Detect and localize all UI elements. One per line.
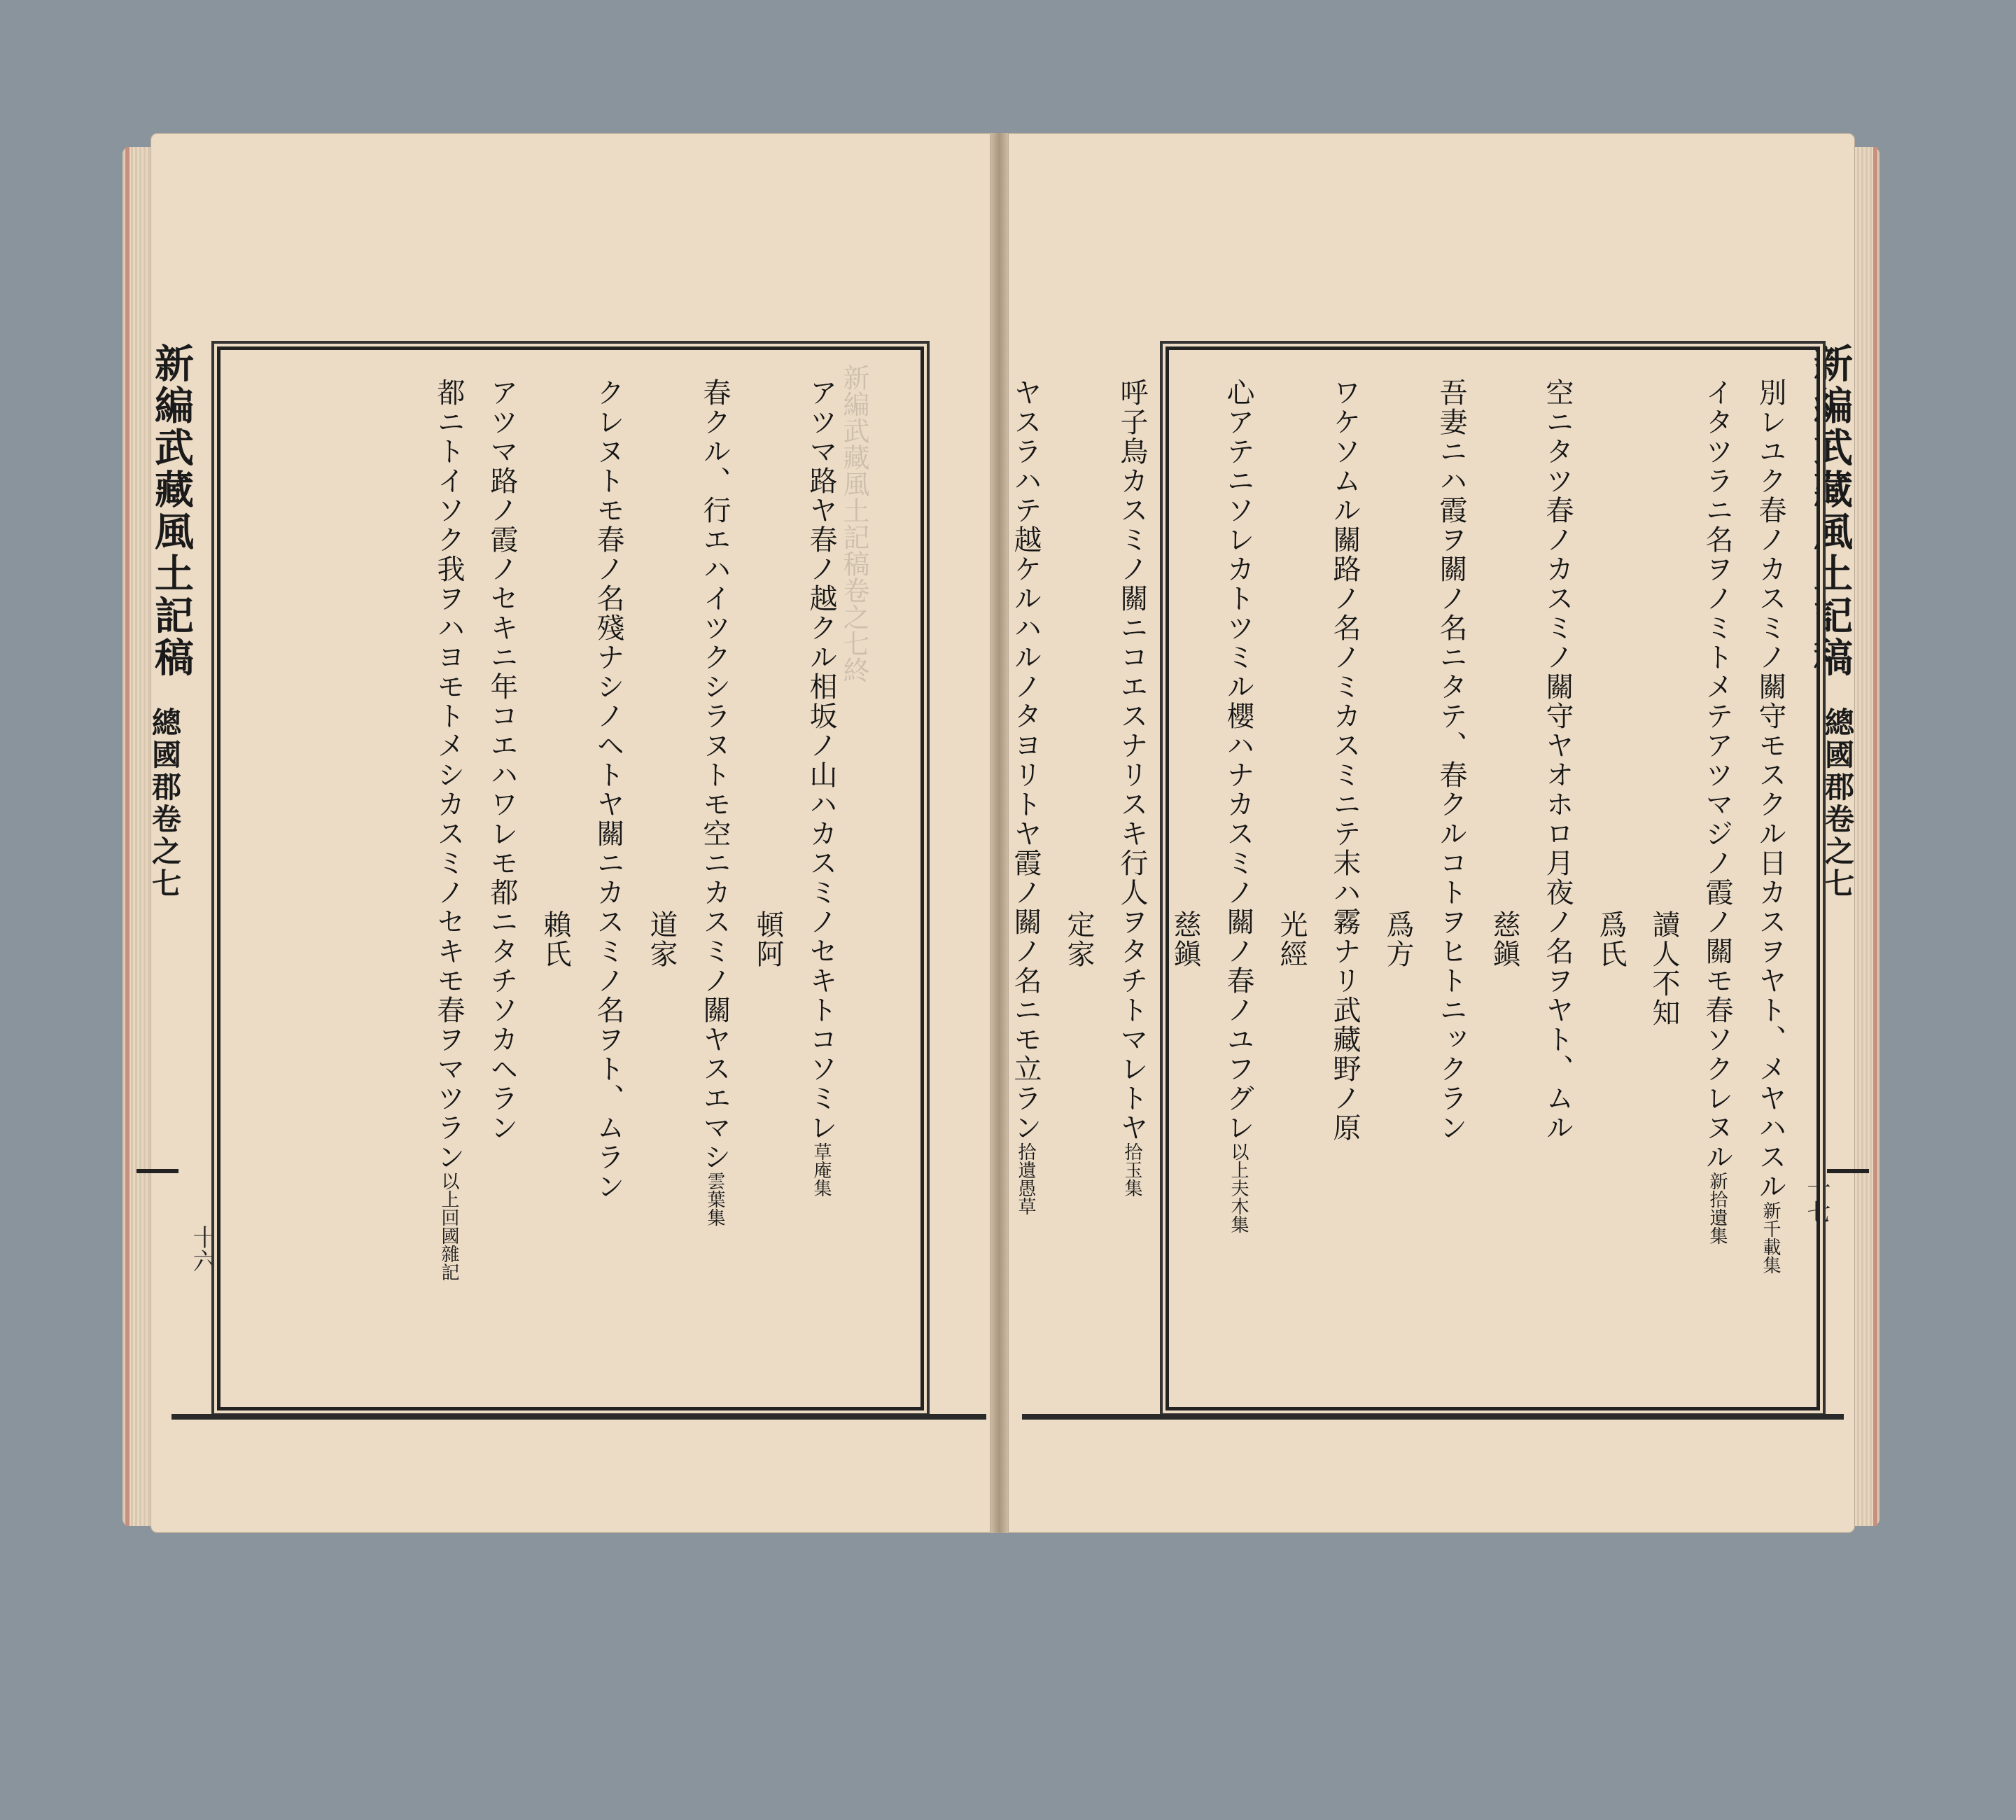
right-column-2: イタツラニ名ヲノミトメテアツマジノ霞ノ關モ春ソクレヌル新拾遺集 [1701, 378, 1733, 1245]
left-column-1: アツマ路ヤ春ノ越クル相坂ノ山ハカスミノセキトコソミレ草庵集 [805, 378, 837, 1197]
left-bottom-rule [172, 1414, 986, 1420]
left-column-7: アツマ路ノ霞ノセキニ年コエハワレモ都ニタチソカヘラン [486, 378, 518, 1142]
right-column-14: 定家 [1063, 910, 1095, 969]
left-column-8: 都ニトイソク我ヲハヨモトメシカスミノセキモ春ヲマツラン以上回國雜記 [433, 378, 465, 1281]
right-fold-mark [1827, 1169, 1869, 1173]
left-page-number: 十六 [188, 1225, 216, 1273]
right-text-frame [1009, 346, 1820, 1410]
left-column-gap [848, 378, 901, 1288]
right-column-13: 呼子鳥カスミノ關ニコエスナリスキ行人ヲタチトマレトヤ拾玉集 [1116, 378, 1148, 1197]
right-column-12: 慈鎭 [1169, 910, 1201, 969]
right-column-8: 爲方 [1382, 910, 1414, 969]
bleed-through-text: 新編武藏風土記稿卷之七終 [839, 364, 869, 683]
right-column-15: ヤスラハテ越ケルハルノタヨリトヤ霞ノ關ノ名ニモ立ラン拾遺愚草 [1009, 378, 1042, 1215]
right-text-columns [999, 378, 1797, 1820]
right-page [1008, 133, 1855, 1533]
left-column-2: 頓阿 [752, 910, 784, 969]
open-book [122, 126, 1879, 1561]
right-column-5: 空ニタツ春ノカスミノ關守ヤオホロ月夜ノ名ヲヤト、ムル [1541, 378, 1574, 1142]
right-column-1: 別レユク春ノカスミノ關守モスクル日カスヲヤト、メヤハスル新千載集 [1754, 378, 1786, 1274]
left-column-6: 賴氏 [539, 910, 571, 969]
right-column-11: 心アテニソレカトツミル櫻ハナカスミノ關ノ春ノユフグレ以上夫木集 [1222, 378, 1254, 1233]
left-column-4: 道家 [645, 910, 678, 969]
left-fold-mark [136, 1169, 178, 1173]
right-column-7: 吾妻ニハ霞ヲ關ノ名ニタテ、春クルコトヲヒトニックラン [1435, 378, 1467, 1142]
right-bottom-rule [1022, 1414, 1844, 1420]
right-side-title: 新編武藏風土記稿 [1807, 343, 1854, 679]
right-column-10: 光經 [1275, 910, 1308, 969]
right-side-subtitle: 總國郡卷之七 [1821, 707, 1855, 900]
right-column-4: 爲氏 [1595, 910, 1627, 969]
right-column-3: 讀人不知 [1648, 910, 1680, 1028]
right-column-9: ワケソムル關路ノ名ノミカスミニテ末ハ霧ナリ武藏野ノ原 [1329, 378, 1361, 1142]
left-side-subtitle: 總國郡卷之七 [148, 707, 182, 900]
right-page-edges [1855, 147, 1879, 1526]
left-column-3: 春クル、行エハイツクシラヌトモ空ニカスミノ關ヤスエマシ雲葉集 [699, 378, 731, 1226]
right-column-6: 慈鎭 [1488, 910, 1520, 969]
right-page-number: 十七 [1802, 1176, 1830, 1224]
left-text-frame [217, 346, 924, 1410]
left-text-columns [422, 378, 901, 1820]
left-page [150, 133, 990, 1533]
left-column-5: クレヌトモ春ノ名殘ナシノヘトヤ關ニカスミノ名ヲト、ムラン [592, 378, 624, 1201]
left-side-title: 新編武藏風土記稿 [148, 343, 195, 679]
